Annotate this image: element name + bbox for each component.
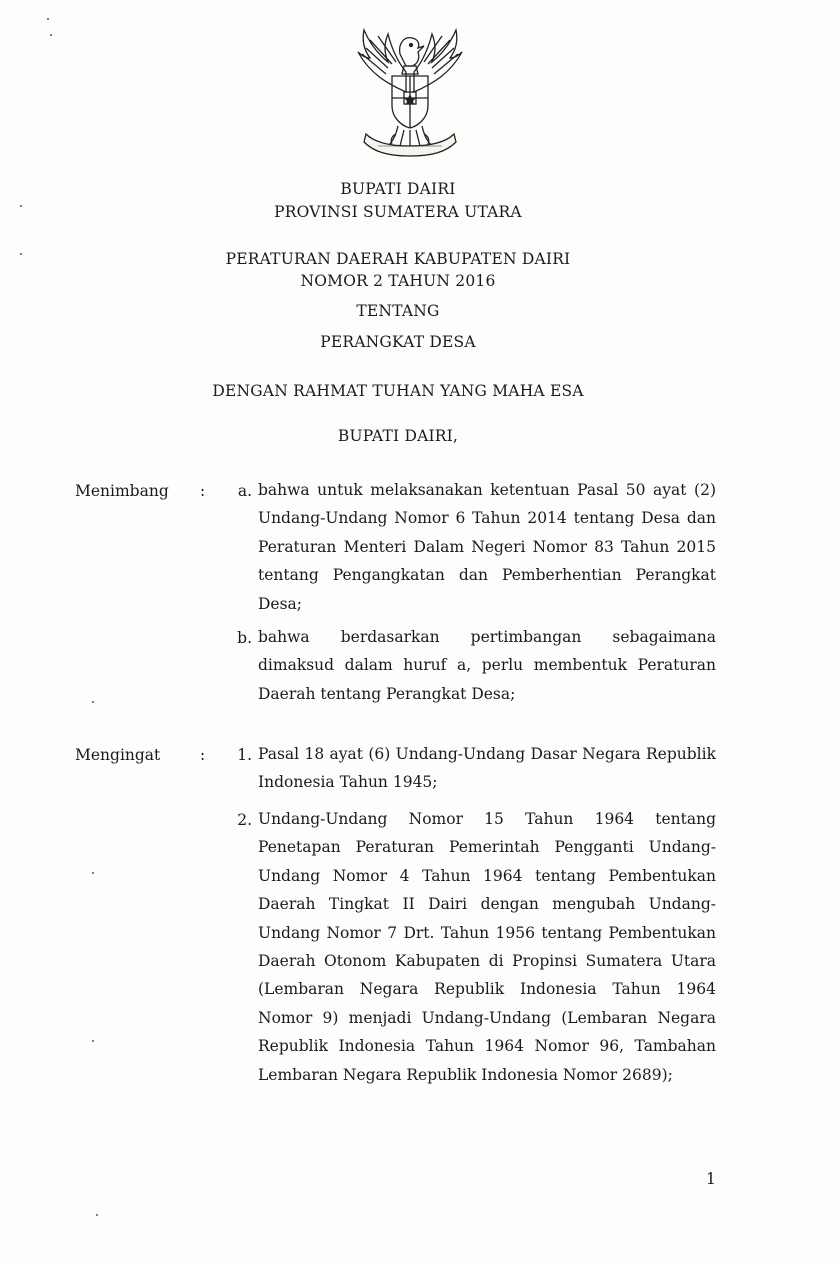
- menimbang-item-b-marker: b.: [237, 629, 252, 647]
- scan-speck: [50, 34, 52, 36]
- scan-speck: [20, 253, 22, 255]
- mengingat-item-2: Undang-Undang Nomor 15 Tahun 1964 tentang Penetapan Peraturan Pemerintah Pengganti Undang-Undang Nomor 4 Tahun 1964 tentang Pembentukan Daerah Tingkat II Dairi dengan mengubah Undang-Undang Nomor 7 Drt. Tahun 1956 tentang Pembentukan Daerah Otonom Kabupaten di Propinsi Sumatera Utara (Lembaran Negara Republik Indonesia Tahun 1964 Nomor 9) menjadi Undang-Undang (Lembaran Negara Republik Indonesia Tahun 1964 Nomor 96, Tambahan Lembaran Negara Republik Indonesia Nomor 2689);: [258, 810, 716, 1084]
- scan-speck: [92, 701, 94, 703]
- page-number: 1: [706, 1170, 716, 1188]
- scan-speck: [96, 1214, 98, 1216]
- scan-speck: [92, 1040, 94, 1042]
- scan-speck: [47, 18, 49, 20]
- mengingat-item-1: Pasal 18 ayat (6) Undang-Undang Dasar Negara Republik Indonesia Tahun 1945;: [258, 745, 716, 792]
- mengingat-colon: :: [200, 746, 206, 764]
- menimbang-item-a: bahwa untuk melaksanakan ketentuan Pasal 50 ayat (2) Undang-Undang Nomor 6 Tahun 2014 tentang Desa dan Peraturan Menteri Dalam Negeri Nomor 83 Tahun 2015 tentang Pengangkatan dan Pemberhentian Perangkat Desa;: [258, 481, 716, 613]
- header-province: PROVINSI SUMATERA UTARA: [274, 203, 522, 221]
- scan-speck: [20, 205, 22, 207]
- regulation-number: NOMOR 2 TAHUN 2016: [300, 272, 496, 290]
- mengingat-item-2-marker: 2.: [237, 811, 252, 829]
- garuda-emblem-icon: [348, 22, 472, 162]
- menimbang-item-b: bahwa berdasarkan pertimbangan sebagaimana dimaksud dalam huruf a, perlu membentuk Peraturan Daerah tentang Perangkat Desa;: [258, 628, 716, 703]
- menimbang-item-a-marker: a.: [237, 482, 252, 500]
- regulation-subject: PERANGKAT DESA: [320, 333, 476, 351]
- preamble-regent: BUPATI DAIRI,: [337, 427, 459, 445]
- mengingat-label: Mengingat: [75, 746, 161, 764]
- preamble-blessing: DENGAN RAHMAT TUHAN YANG MAHA ESA: [212, 382, 584, 400]
- menimbang-colon: :: [200, 482, 206, 500]
- regulation-title: PERATURAN DAERAH KABUPATEN DAIRI: [225, 250, 571, 268]
- header-regent-title: BUPATI DAIRI: [340, 180, 456, 198]
- mengingat-item-1-marker: 1.: [237, 746, 252, 764]
- menimbang-label: Menimbang: [75, 482, 169, 500]
- regulation-tentang: TENTANG: [356, 302, 440, 320]
- scan-speck: [92, 872, 94, 874]
